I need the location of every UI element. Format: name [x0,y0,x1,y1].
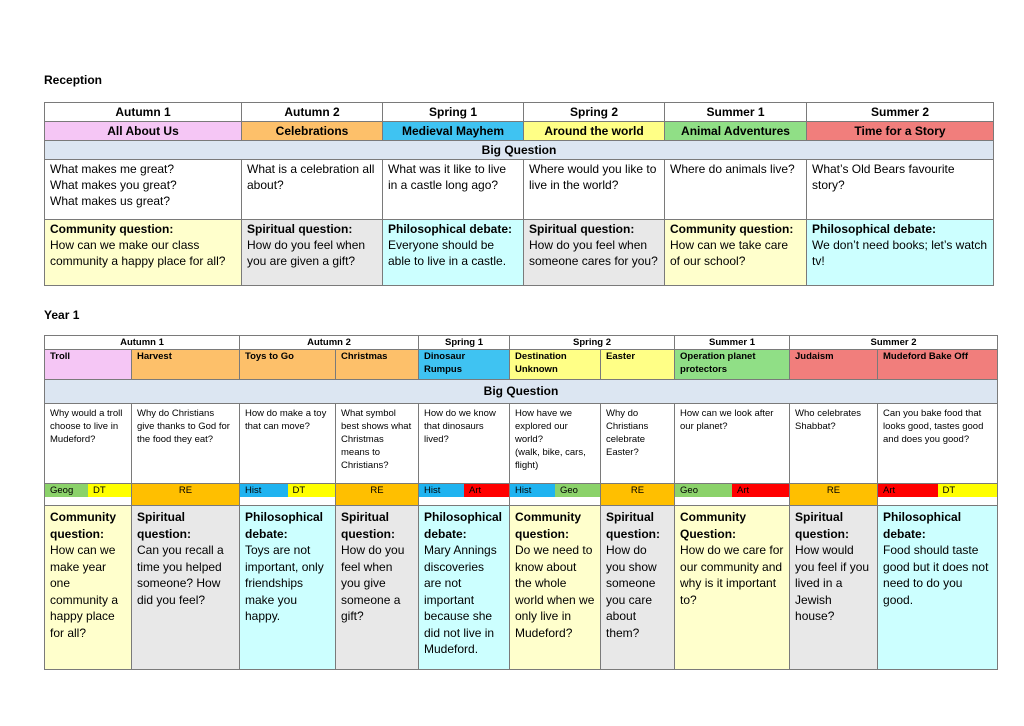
topic-cell: Toys to Go [240,350,336,380]
question-text: How can we take care of our school? [670,238,789,268]
question-text: How do you show someone you care about them? [606,543,657,640]
subject-tag: RE [630,485,645,496]
topic-cell: All About Us [45,122,242,141]
subject-cell [675,484,790,506]
question-type: Spiritual question: [247,222,353,236]
term-header: Summer 2 [790,336,998,350]
question-text: How do you feel when someone cares for you? [529,238,658,268]
subject-tag: Geog [45,484,88,497]
question-type: Spiritual question: [341,510,395,541]
question-cell [132,506,240,670]
question-text: We don’t need books; let’s watch tv! [812,238,987,268]
big-question-cell: What makes me great? What makes you great? What makes us great? [45,160,242,220]
subject-tag: Hist [419,484,464,497]
topic-cell: Time for a Story [807,122,994,141]
topic-cell: Troll [45,350,132,380]
question-type: Philosophical debate: [883,510,962,541]
big-question-cell: Where would you like to live in the world? [524,160,665,220]
question-cell [419,506,510,670]
question-type: Community question: [515,510,581,541]
big-question-cell: Why would a troll choose to live in Mudeford? [45,404,132,484]
question-type: Philosophical debate: [424,510,503,541]
question-cell [242,220,383,286]
term-header: Spring 1 [383,103,524,122]
subject-cell [336,484,419,506]
question-text: Toys are not important, only friendships make you happy. [245,543,324,623]
question-cell [675,506,790,670]
question-type: Community question: [50,510,116,541]
question-text: How would you feel if you lived in a Jewish house? [795,543,870,623]
term-header: Autumn 1 [45,336,240,350]
question-cell [383,220,524,286]
subject-cell [878,484,998,506]
question-cell [790,506,878,670]
topic-cell: Judaism [790,350,878,380]
big-question-cell: What is a celebration all about? [242,160,383,220]
question-type: Community question: [50,222,174,236]
subject-tag: Hist [510,484,555,497]
term-header: Spring 1 [419,336,510,350]
subject-tag: DT [288,484,336,497]
reception-term-row [45,103,994,122]
subject-tag: RE [826,485,841,496]
question-text: Can you recall a time you helped someone? How did you feel? [137,543,224,607]
question-type: Philosophical debate: [388,222,513,236]
question-type: Philosophical debate: [245,510,324,541]
year1-subject-row [45,484,998,506]
topic-cell: Medieval Mayhem [383,122,524,141]
topic-cell: Celebrations [242,122,383,141]
year1-topic-row [45,350,998,380]
subject-tag: Art [464,484,509,497]
subject-cell [132,484,240,506]
term-header: Autumn 2 [240,336,419,350]
big-question-cell: How do make a toy that can move? [240,404,336,484]
big-question-cell: Can you bake food that looks good, tastes good and does you good? [878,404,998,484]
topic-cell: Animal Adventures [665,122,807,141]
year1-big-question-row [45,404,998,484]
question-type: Community Question: [680,510,747,541]
year1-table [44,335,998,670]
big-question-label: Big Question [45,380,998,404]
year1-heading: Year 1 [44,308,80,322]
big-question-cell: How can we look after our planet? [675,404,790,484]
reception-big-question-row [45,160,994,220]
topic-cell: Harvest [132,350,240,380]
reception-topic-row [45,122,994,141]
reception-table [44,102,994,286]
subject-cell [790,484,878,506]
topic-cell: Easter [601,350,675,380]
question-cell [601,506,675,670]
big-question-cell: Why do Christians celebrate Easter? [601,404,675,484]
subject-tag: Hist [240,484,288,497]
question-text: How can we make year one community a happy place for all? [50,543,119,640]
question-cell [45,506,132,670]
question-cell [45,220,242,286]
term-header: Summer 2 [807,103,994,122]
question-type: Spiritual question: [529,222,635,236]
reception-question-row [45,220,994,286]
subject-tag: DT [88,484,131,497]
topic-cell: Dinosaur Rumpus [419,350,510,380]
question-cell [807,220,994,286]
term-header: Summer 1 [675,336,790,350]
subject-tag: DT [938,484,998,497]
big-question-cell: Who celebrates Shabbat? [790,404,878,484]
topic-cell: Mudeford Bake Off [878,350,998,380]
reception-heading: Reception [44,73,103,87]
topic-cell: Around the world [524,122,665,141]
term-header: Autumn 2 [242,103,383,122]
question-type: Spiritual question: [137,510,191,541]
question-cell [510,506,601,670]
big-question-cell: What’s Old Bears favourite story? [807,160,994,220]
subject-tag: Geo [555,484,600,497]
question-cell [240,506,336,670]
big-question-cell: Where do animals live? [665,160,807,220]
question-cell [524,220,665,286]
question-type: Philosophical debate: [812,222,937,236]
year1-term-row [45,336,998,350]
subject-cell [240,484,336,506]
topic-cell: Destination Unknown [510,350,601,380]
subject-tag: Art [878,484,938,497]
question-cell [336,506,419,670]
subject-cell [45,484,132,506]
question-text: How do we care for our community and why is it important to? [680,543,784,607]
subject-tag: RE [370,485,384,496]
big-question-cell: Why do Christians give thanks to God for the food they eat? [132,404,240,484]
term-header: Spring 2 [524,103,665,122]
big-question-cell: What symbol best shows what Christmas means to Christians? [336,404,419,484]
question-text: Do we need to know about the whole world when we only live in Mudeford? [515,543,595,640]
question-cell [665,220,807,286]
question-text: How do you feel when you are given a gift? [247,238,366,268]
big-question-cell: What was it like to live in a castle long ago? [383,160,524,220]
big-question-cell: How have we explored our world? (walk, bike, cars, flight) [510,404,601,484]
topic-cell: Christmas [336,350,419,380]
term-header: Autumn 1 [45,103,242,122]
subject-tag: RE [178,485,193,496]
topic-cell: Operation planet protectors [675,350,790,380]
big-question-cell: How do we know that dinosaurs lived? [419,404,510,484]
question-type: Community question: [670,222,794,236]
question-type: Spiritual question: [606,510,660,541]
question-cell [878,506,998,670]
term-header: Spring 2 [510,336,675,350]
year1-question-row [45,506,998,670]
subject-cell [419,484,510,506]
subject-tag: Art [732,484,789,497]
subject-cell [601,484,675,506]
question-type: Spiritual question: [795,510,850,541]
question-text: Everyone should be able to live in a castle. [388,238,507,268]
question-text: How do you feel when you give someone a gift? [341,543,405,623]
subject-cell [510,484,601,506]
term-header: Summer 1 [665,103,807,122]
big-question-label: Big Question [45,141,994,160]
question-text: How can we make our class community a happy place for all? [50,238,226,268]
question-text: Food should taste good but it does not need to do you good. [883,543,989,607]
question-text: Mary Annings discoveries are not important because she did not live in Mudeford. [424,543,497,656]
subject-tag: Geo [675,484,732,497]
